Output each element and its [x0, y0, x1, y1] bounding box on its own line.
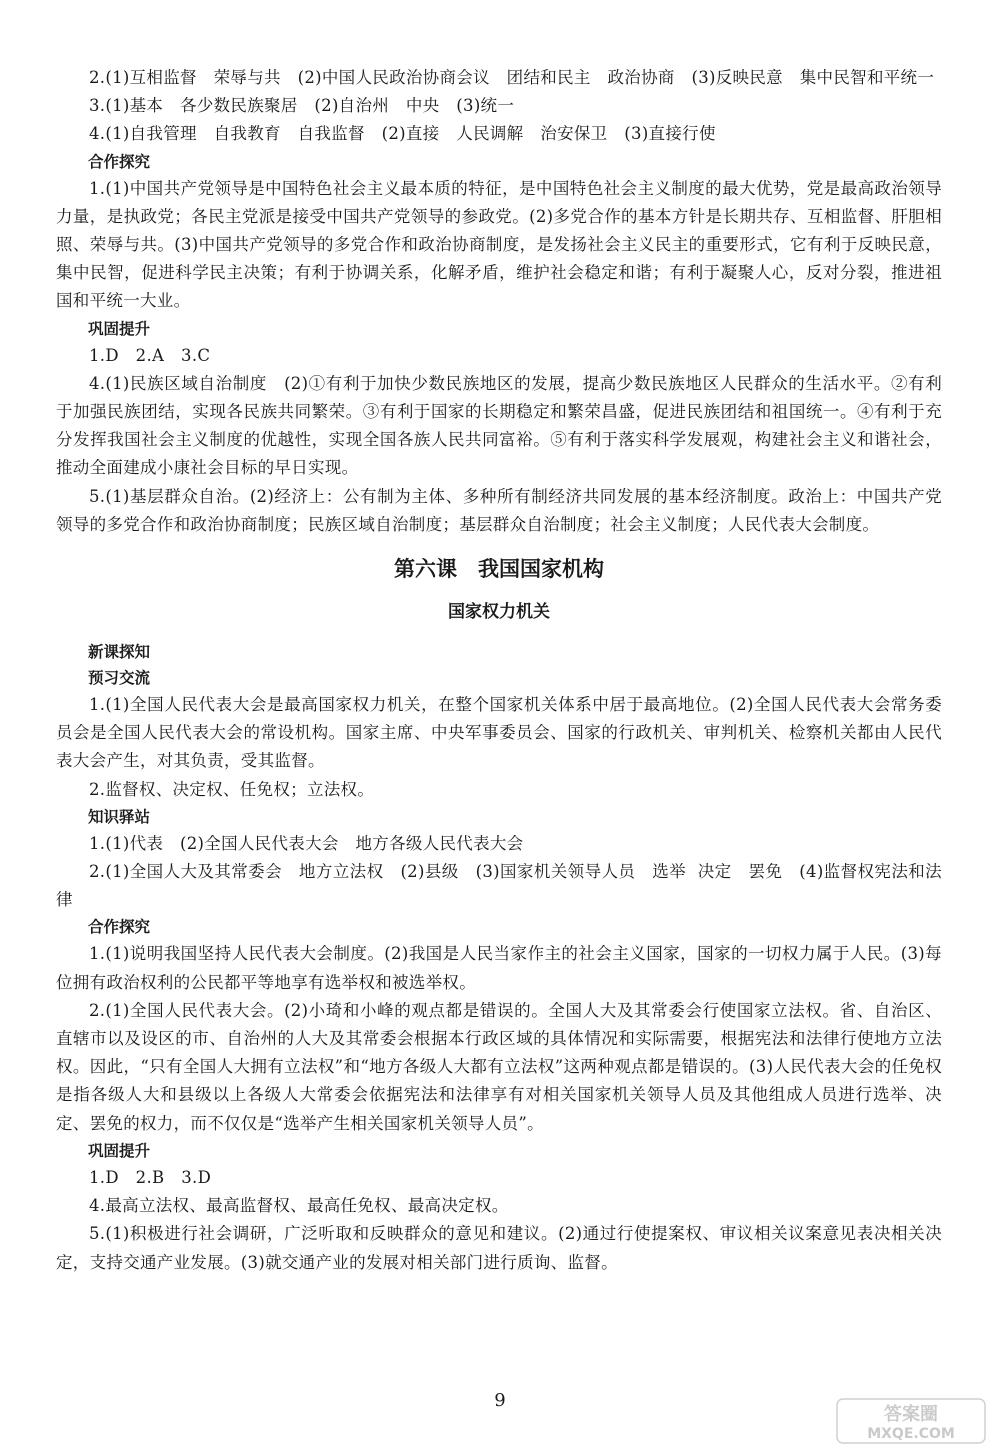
answer-paragraph: 1.(1)中国共产党领导是中国特色社会主义最本质的特征，是中国特色社会主义制度的最大优势，党是最高政治领导力量，是执政党；各民主党派是接受中国共产党领导的参政党。(2)多党合作的基本方针是长期共存、互相监督、肝胆相照、荣辱与共。(3)中国共产党领导的多党合作和政治协商制度，是发扬社会主义民主的重要形式，它有利于反映民意，集中民智，促进科学民主决策；有利于协调关系，化解矛盾，维护社会稳定和谐；有利于凝聚人心，反对分裂，推进祖国和平统一大业。: [56, 178, 942, 311]
answer-paragraph: 5.(1)积极进行社会调研，广泛听取和反映群众的意见和建议。(2)通过行使提案权、审议相关议案意见表决相关决定，支持交通产业发展。(3)就交通产业的发展对相关部门进行质询、监督。: [56, 1224, 942, 1272]
section-heading: 合作探究: [88, 152, 151, 171]
answer-paragraph: 4.(1)民族区域自治制度 (2)①有利于加快少数民族地区的发展，提高少数民族地区人民群众的生活水平。②有利于加强民族团结，实现各民族共同繁荣。③有利于国家的长期稳定和繁荣昌盛，促进民族团结和祖国统一。④有利于充分发挥我国社会主义制度的优越性，实现全国各族人民共同富裕。⑤有利于落实科学发展观，构建社会主义和谐社会，推动全面建成小康社会目标的早日实现。: [56, 373, 942, 478]
lesson-subtitle: 国家权力机关: [448, 602, 550, 623]
watermark-graphic: [836, 1398, 986, 1444]
answer-paragraph: 5.(1)基层群众自治。(2)经济上：公有制为主体、多种所有制经济共同发展的基本经济制度。政治上：中国共产党领导的多党合作和政治协商制度；民族区域自治制度；基层群众自治制度；社会主义制度；人民代表大会制度。: [56, 486, 942, 534]
section-heading: 新课探知: [88, 643, 151, 662]
watermark-text-top: 答案圈: [884, 1404, 938, 1425]
answer-paragraph: 2.(1)互相监督 荣辱与共 (2)中国人民政治协商会议 团结和民主 政治协商 (3)反映民意 集中民智和平统一: [89, 68, 935, 87]
answer-paragraph: 4.(1)自我管理 自我教育 自我监督 (2)直接 人民调解 治安保卫 (3)直接行使: [89, 124, 716, 144]
page-content: [56, 64, 942, 1277]
answer-paragraph: 3.(1)基本 各少数民族聚居 (2)自治州 中央 (3)统一: [89, 96, 515, 116]
section-heading: 合作探究: [88, 918, 151, 937]
answer-paragraph: 1.D 2.B 3.D: [89, 1167, 212, 1187]
answer-paragraph: 1.(1)代表 (2)全国人民代表大会 地方各级人民代表大会: [89, 833, 524, 853]
section-heading: 预习交流: [88, 669, 151, 688]
section-heading: 巩固提升: [88, 1141, 151, 1160]
section-heading: 知识驿站: [88, 807, 151, 826]
lesson-title: 第六课 我国国家机构: [394, 557, 604, 582]
answer-paragraph: 1.(1)全国人民代表大会是最高国家权力机关，在整个国家机关体系中居于最高地位。(2)全国人民代表大会常务委员会是全国人民代表大会的常设机构。国家主席、中央军事委员会、国家的行政机关、审判机关、检察机关都由人民代表大会产生，对其负责，受其监督。: [56, 695, 942, 771]
answer-paragraph: 1.(1)说明我国坚持人民代表大会制度。(2)我国是人民当家作主的社会主义国家，国家的一切权力属于人民。(3)每位拥有政治权利的公民都平等地享有选举权和被选举权。: [56, 944, 942, 992]
watermark-logo: [836, 1398, 986, 1444]
section-heading: 巩固提升: [88, 319, 151, 338]
watermark-text-bottom: MXQE.COM: [867, 1426, 955, 1442]
page-number: 9: [494, 1390, 506, 1411]
answer-paragraph: 1.D 2.A 3.C: [89, 345, 211, 365]
answer-paragraph: 2.(1)全国人大及其常委会 地方立法权 (2)县级 (3)国家机关领导人员 选举 决定 罢免 (4)监督权宪法和法律: [56, 862, 942, 910]
answer-paragraph: 2.(1)全国人民代表大会。(2)小琦和小峰的观点都是错误的。全国人大及其常委会行使国家立法权。省、自治区、直辖市以及设区的市、自治州的人大及其常委会根据本行政区域的具体情况和实际需要，根据宪法和法律行使地方立法权。因此，“只有全国人大拥有立法权”和“地方各级人大都有立法权”这两种观点都是错误的。(3)人民代表大会的任免权是指各级人大和县级以上各级人大常委会依据宪法和法律享有对相关国家机关领导人员及其他组成人员进行选举、决定、罢免的权力，而不仅仅是“选举产生相关国家机关领导人员”。: [56, 1000, 942, 1133]
answer-paragraph: 2.监督权、决定权、任免权；立法权。: [89, 779, 375, 799]
answer-paragraph: 4.最高立法权、最高监督权、最高任免权、最高决定权。: [89, 1196, 509, 1216]
